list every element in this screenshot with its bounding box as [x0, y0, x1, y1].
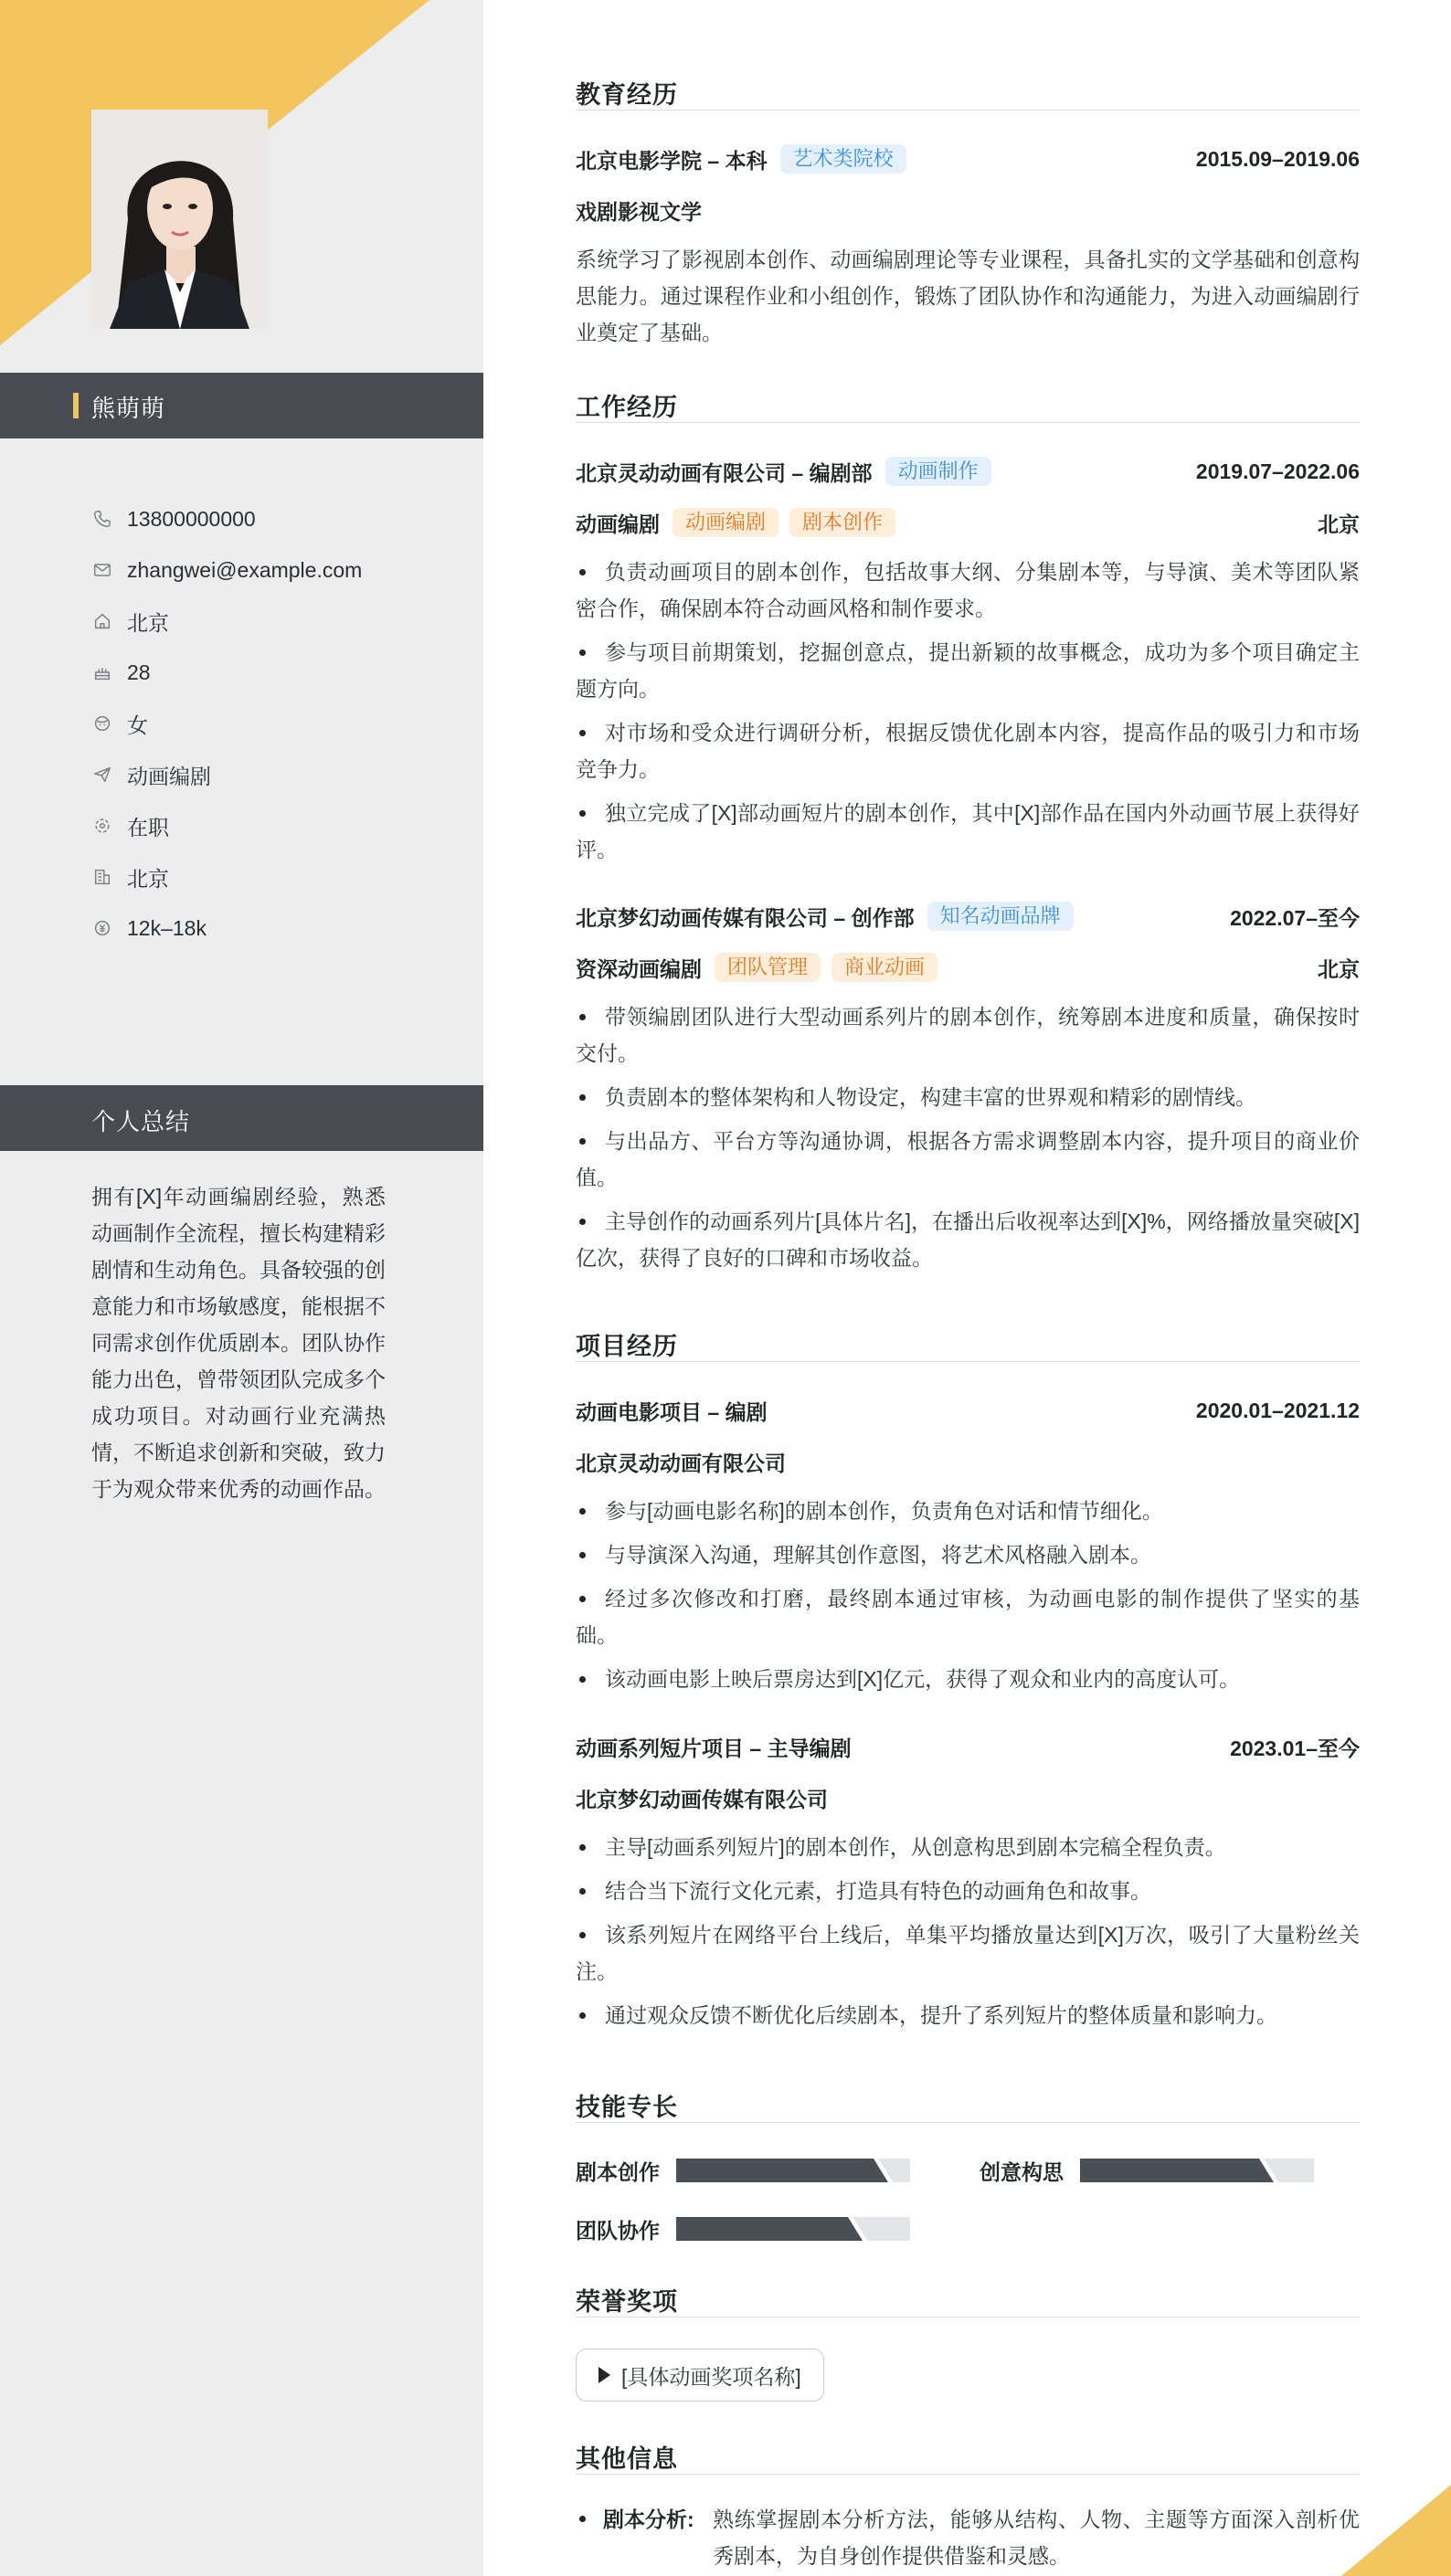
phone-icon	[91, 508, 113, 530]
education-header	[576, 144, 1360, 174]
bullet-dot	[579, 2516, 586, 2522]
project-bullets	[576, 1829, 1360, 2041]
skill-name: 创意构思	[980, 2159, 1064, 2184]
major: 戏剧影视文学	[576, 199, 702, 224]
projects-title: 项目经历	[576, 1333, 678, 1360]
list-item: 参与项目前期策划，挖掘创意点，提出新颖的故事概念，成功为多个项目确定主题方向。	[576, 634, 1360, 707]
city: 北京	[127, 610, 169, 635]
job-header	[576, 457, 1360, 486]
project-date: 2023.01–至今	[1230, 1736, 1360, 1760]
profile-photo-image	[91, 110, 268, 329]
education-rule	[576, 110, 1360, 111]
job-role-tag: 商业动画	[831, 953, 937, 982]
desired-position: 动画编剧	[127, 764, 211, 788]
play-icon	[598, 2367, 610, 2383]
job-role-row	[576, 508, 1360, 537]
list-item: 负责动画项目的剧本创作，包括故事大纲、分集剧本等，与导演、美术等团队紧密合作，确保剧本符合动画风格和制作要求。	[576, 554, 1360, 627]
list-item: 主导[动画系列短片]的剧本创作，从创意构思到剧本完稿全程负责。	[576, 1829, 1360, 1865]
education-major-row	[576, 195, 1360, 225]
project-header	[576, 1396, 1360, 1425]
gender-icon	[91, 713, 113, 734]
project-header	[576, 1732, 1360, 1761]
skill-name: 剧本创作	[576, 2159, 660, 2184]
list-item: 通过观众反馈不断优化后续剧本，提升了系列短片的整体质量和影响力。	[576, 1997, 1360, 2033]
contact-salary	[91, 903, 362, 954]
job-role: 动画编剧	[576, 512, 660, 536]
skill-fill	[676, 2217, 868, 2241]
job-location: 北京	[1318, 512, 1360, 536]
other-title: 其他信息	[576, 2445, 678, 2473]
skills-rule	[576, 2122, 1360, 2123]
work-rule	[576, 422, 1360, 423]
sidebar	[0, 0, 483, 2576]
send-icon	[91, 764, 113, 786]
list-item: 带领编剧团队进行大型动画系列片的剧本创作，统筹剧本进度和质量，确保按时交付。	[576, 998, 1360, 1072]
skill-fill	[676, 2159, 894, 2182]
email-address: zhangwei@example.com	[127, 557, 363, 582]
projects-rule	[576, 1361, 1360, 1362]
project-bullets	[576, 1493, 1360, 1705]
skill-bar	[676, 2217, 910, 2241]
other-rule	[576, 2474, 1360, 2475]
job-company: 北京梦幻动画传媒有限公司 – 创作部	[576, 905, 915, 930]
award-name: [具体动画奖项名称]	[621, 2364, 801, 2389]
gender: 女	[127, 713, 148, 737]
other-text: 熟练掌握剧本分析方法，能够从结构、人物、主题等方面深入剖析优秀剧本，为自身创作提供借鉴和灵感。	[713, 2507, 1360, 2568]
candidate-name: 熊萌萌	[91, 395, 166, 422]
summary-title: 个人总结	[91, 1108, 191, 1135]
work-city: 北京	[127, 866, 169, 891]
building-icon	[91, 866, 113, 888]
contact-position	[91, 749, 362, 800]
summary-header	[0, 1085, 483, 1151]
job-bullets	[576, 554, 1360, 875]
project-company: 北京灵动动画有限公司	[576, 1451, 786, 1475]
skill-fill-cap	[844, 2217, 868, 2241]
job-header	[576, 902, 1360, 931]
corner-decoration	[1341, 2485, 1451, 2576]
list-item: 独立完成了[X]部动画短片的剧本创作，其中[X]部作品在国内外动画节展上获得好评。	[576, 795, 1360, 868]
job-role-tag: 剧本创作	[789, 508, 895, 537]
award-toggle-button[interactable]	[576, 2349, 824, 2402]
project-date: 2020.01–2021.12	[1195, 1398, 1360, 1422]
job-role-row	[576, 953, 1360, 982]
list-item: 与出品方、平台方等沟通协调，根据各方需求调整剧本内容，提升项目的商业价值。	[576, 1123, 1360, 1196]
job-role-tag: 团队管理	[715, 953, 821, 982]
home-icon	[91, 610, 113, 632]
skill-item	[576, 2216, 910, 2242]
list-item: 该系列短片在网络平台上线后，单集平均播放量达到[X]万次，吸引了大量粉丝关注。	[576, 1916, 1360, 1990]
contact-age	[91, 647, 362, 698]
skill-fill	[1080, 2159, 1279, 2182]
mail-icon	[91, 559, 113, 581]
status-icon	[91, 815, 113, 837]
name-bar	[0, 373, 483, 438]
job-status: 在职	[127, 815, 169, 839]
awards-title: 荣誉奖项	[576, 2288, 678, 2316]
list-item: 负责剧本的整体架构和人物设定，构建丰富的世界观和精彩的剧情线。	[576, 1079, 1360, 1115]
job-bullets	[576, 998, 1360, 1283]
list-item: 主导创作的动画系列片[具体片名]，在播出后收视率达到[X]%，网络播放量突破[X]亿次，获得了良好的口碑和市场收益。	[576, 1203, 1360, 1276]
school-name: 北京电影学院 – 本科	[576, 148, 768, 173]
contact-work-city	[91, 851, 362, 903]
project-name: 动画电影项目 – 编剧	[576, 1399, 768, 1424]
project-company-row	[576, 1447, 1360, 1476]
job-location: 北京	[1318, 956, 1360, 981]
project-name: 动画系列短片项目 – 主导编剧	[576, 1736, 852, 1760]
education-title: 教育经历	[576, 81, 678, 109]
project-company: 北京梦幻动画传媒有限公司	[576, 1787, 828, 1811]
skill-item	[576, 2158, 910, 2183]
name-accent	[73, 393, 79, 418]
contact-gender	[91, 698, 362, 749]
other-label: 剧本分析:	[603, 2507, 694, 2531]
list-item: 经过多次修改和打磨，最终剧本通过审核，为动画电影的制作提供了坚实的基础。	[576, 1580, 1360, 1653]
list-item: 参与[动画电影名称]的剧本创作，负责角色对话和情节细化。	[576, 1493, 1360, 1529]
summary-text: 拥有[X]年动画编剧经验，熟悉动画制作全流程，擅长构建精彩剧情和生动角色。具备较强的创意能力和市场敏感度，能根据不同需求创作优质剧本。团队协作能力出色，曾带领团队完成多个成功项目。对动画行业充满热情，不断追求创新和突破，致力于为观众带来优秀的动画作品。	[91, 1185, 386, 1501]
job-date: 2022.07–至今	[1230, 905, 1360, 930]
work-title: 工作经历	[576, 394, 678, 421]
job-date: 2019.07–2022.06	[1195, 459, 1360, 483]
job-tag: 知名动画品牌	[927, 902, 1074, 931]
profile-photo	[91, 110, 268, 329]
school-tag: 艺术类院校	[780, 144, 906, 174]
skill-bar	[676, 2159, 910, 2182]
contact-email	[91, 544, 362, 596]
education-date: 2015.09–2019.06	[1195, 146, 1360, 171]
contact-status	[91, 800, 362, 851]
skill-fill-cap	[870, 2159, 894, 2182]
skills-title: 技能专长	[576, 2094, 678, 2121]
list-item: 与导演深入沟通，理解其创作意图，将艺术风格融入剧本。	[576, 1536, 1360, 1573]
skill-fill-cap	[1255, 2159, 1279, 2182]
age: 28	[127, 660, 151, 684]
job-tag: 动画制作	[885, 457, 991, 486]
contact-list	[91, 493, 362, 954]
expected-salary: 12k–18k	[127, 915, 207, 940]
job-company: 北京灵动动画有限公司 – 编剧部	[576, 460, 873, 485]
phone-number: 13800000000	[127, 506, 256, 531]
list-item: 对市场和受众进行调研分析，根据反馈优化剧本内容，提高作品的吸引力和市场竞争力。	[576, 714, 1360, 787]
list-item: 结合当下流行文化元素，打造具有特色的动画角色和故事。	[576, 1873, 1360, 1909]
education-description: 系统学习了影视剧本创作、动画编剧理论等专业课程，具备扎实的文学基础和创意构思能力。通过课程作业和小组创作，锻炼了团队协作和沟通能力，为进入动画编剧行业奠定了基础。	[576, 248, 1360, 344]
skill-item	[980, 2158, 1314, 2183]
cake-icon	[91, 661, 113, 683]
project-company-row	[576, 1783, 1360, 1812]
list-item: 该动画电影上映后票房达到[X]亿元，获得了观众和业内的高度认可。	[576, 1661, 1360, 1697]
job-role-tag: 动画编剧	[673, 508, 778, 537]
skill-name: 团队协作	[576, 2218, 660, 2243]
skill-bar	[1080, 2159, 1314, 2182]
contact-city	[91, 596, 362, 647]
salary-icon	[91, 917, 113, 939]
job-role: 资深动画编剧	[576, 956, 702, 981]
contact-phone	[91, 493, 362, 544]
